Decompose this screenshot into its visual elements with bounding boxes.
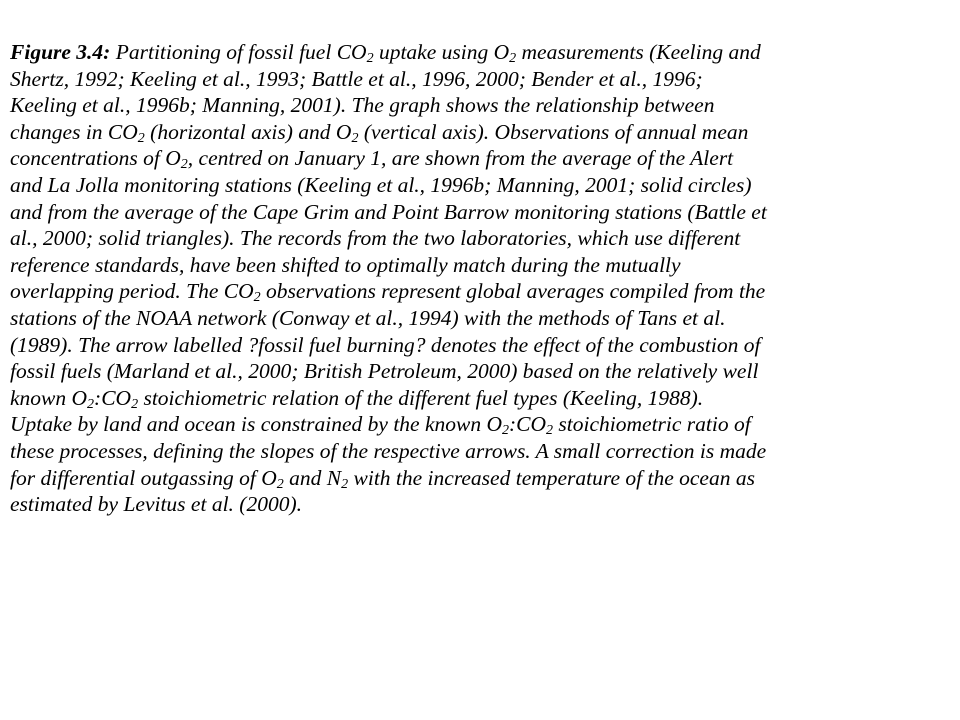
caption-text: (horizontal axis) and O	[144, 119, 352, 144]
caption-line-3	[10, 92, 950, 119]
caption-text: observations represent global averages compiled from the	[260, 279, 766, 304]
caption-text: :CO	[94, 385, 132, 410]
subscript: 2	[180, 157, 188, 173]
caption-text: , centred on January 1, are shown from the average of the Alert	[187, 146, 734, 171]
caption-text: reference standards, have been shifted to optimally match during the mutually	[10, 252, 681, 277]
caption-line-5	[10, 145, 950, 172]
caption-text: changes in CO	[10, 119, 138, 144]
subscript: 2	[546, 423, 554, 439]
caption-line-6	[10, 172, 950, 199]
caption-text: (1989). The arrow labelled ?fossil fuel burning? denotes the effect of the combustion of	[10, 332, 761, 357]
subscript: 2	[366, 51, 374, 66]
caption-text: and from the average of the Cape Grim and Point Barrow monitoring stations (Battle et	[10, 199, 767, 224]
caption-line-1	[10, 39, 950, 66]
caption-text: Uptake by land and ocean is constrained by the known O	[10, 412, 503, 437]
caption-text: measurements (Keeling and	[516, 40, 761, 64]
subscript: 2	[509, 51, 517, 66]
subscript: 2	[137, 130, 145, 146]
caption-line-10	[10, 278, 950, 305]
caption-text: stoichiometric relation of the different fuel types (Keeling, 1988).	[138, 385, 704, 410]
caption-line-17	[10, 465, 950, 492]
caption-line-4	[10, 119, 950, 146]
subscript: 2	[276, 476, 284, 492]
caption-line-14	[10, 385, 950, 412]
caption-text: al., 2000; solid triangles). The records from the two laboratories, which use different	[10, 226, 741, 251]
caption-text: and N	[283, 465, 342, 490]
caption-line-7	[10, 199, 950, 226]
caption-text: (vertical axis). Observations of annual mean	[358, 119, 749, 144]
caption-line-9	[10, 252, 950, 279]
caption-text: Keeling et al., 1996b; Manning, 2001). The graph shows the relationship between	[10, 93, 715, 118]
subscript: 2	[87, 396, 95, 412]
subscript: 2	[502, 423, 510, 439]
caption-text: Partitioning of fossil fuel CO	[110, 40, 367, 64]
caption-line-12	[10, 332, 950, 359]
caption-text: fossil fuels (Marland et al., 2000; British Petroleum, 2000) based on the relatively well	[10, 359, 759, 384]
figure-label: Figure 3.4:	[10, 40, 111, 64]
caption-text: stations of the NOAA network (Conway et al., 1994) with the methods of Tans et al.	[10, 305, 726, 330]
subscript: 2	[351, 130, 359, 146]
caption-text: with the increased temperature of the ocean as	[348, 465, 755, 490]
caption-text: estimated by Levitus et al. (2000).	[10, 492, 302, 517]
caption-text: stoichiometric ratio of	[553, 412, 751, 437]
subscript: 2	[253, 290, 261, 306]
figure-caption	[10, 39, 950, 518]
caption-text: Shertz, 1992; Keeling et al., 1993; Battle et al., 1996, 2000; Bender et al., 1996;	[10, 66, 703, 91]
caption-text: uptake using O	[373, 40, 510, 64]
caption-line-2	[10, 66, 950, 93]
caption-text: :CO	[509, 412, 547, 437]
caption-text: overlapping period. The CO	[10, 279, 254, 304]
caption-line-16	[10, 438, 950, 465]
caption-text: these processes, defining the slopes of the respective arrows. A small correction is made	[10, 438, 767, 463]
caption-text: concentrations of O	[10, 146, 181, 171]
subscript: 2	[131, 396, 139, 412]
caption-text: for differential outgassing of O	[10, 465, 277, 490]
caption-line-8	[10, 225, 950, 252]
caption-text: and La Jolla monitoring stations (Keeling et al., 1996b; Manning, 2001; solid circles)	[10, 172, 752, 197]
caption-line-13	[10, 358, 950, 385]
caption-line-11	[10, 305, 950, 332]
caption-line-15	[10, 411, 950, 438]
caption-text: known O	[10, 385, 88, 410]
subscript: 2	[341, 476, 349, 492]
caption-line-18	[10, 491, 950, 518]
